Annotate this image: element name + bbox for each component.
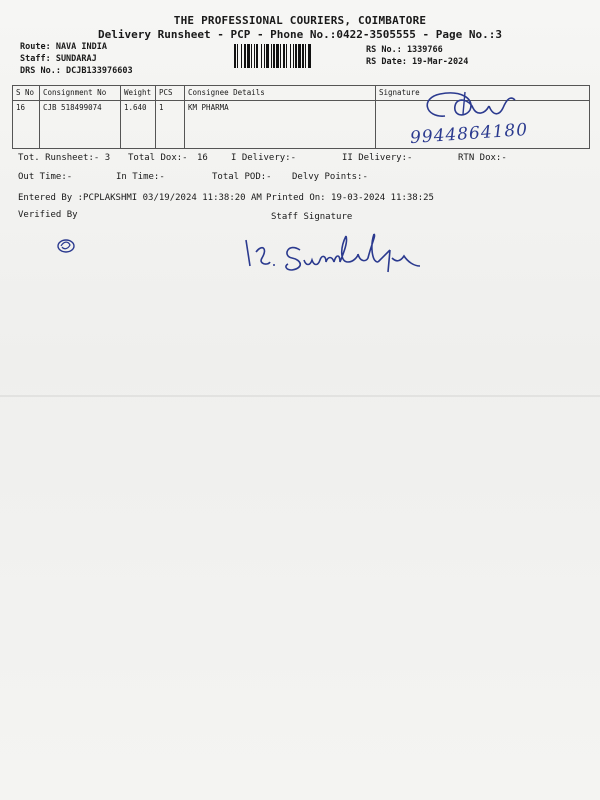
delvy-points: Delvy Points:- — [292, 172, 368, 182]
total-pod: Total POD:- — [212, 172, 272, 182]
rs-number: RS No.: 1339766 — [366, 45, 443, 55]
total-dox-label: Total Dox:- — [128, 153, 188, 163]
cell-sno: 16 — [13, 101, 40, 149]
page-fold — [0, 395, 600, 397]
col-header-consignee: Consignee Details — [185, 86, 376, 101]
cell-consignee: KM PHARMA — [185, 101, 376, 149]
barcode-bar — [311, 44, 312, 68]
in-time: In Time:- — [116, 172, 165, 182]
col-header-signature: Signature — [376, 86, 590, 101]
runsheet-subtitle: Delivery Runsheet - PCP - Phone No.:0422-3505555 - Page No.:3 — [98, 28, 502, 41]
barcode — [234, 44, 356, 68]
route-label: Route: NAVA INDIA — [20, 42, 107, 52]
total-dox-value: 16 — [197, 153, 208, 163]
company-title: THE PROFESSIONAL COURIERS, COIMBATORE — [173, 14, 427, 27]
col-header-weight: Weight — [121, 86, 156, 101]
rtn-dox: RTN Dox:- — [458, 153, 507, 163]
col-header-consignment: Consignment No — [40, 86, 121, 101]
cell-pcs: 1 — [156, 101, 185, 149]
verified-by-label: Verified By — [18, 210, 78, 220]
out-time: Out Time:- — [18, 172, 73, 182]
drs-number: DRS No.: DCJB133976603 — [20, 66, 133, 76]
handwritten-phone: 9944864180 — [409, 119, 529, 149]
cell-weight: 1.640 — [121, 101, 156, 149]
staff-signature — [240, 232, 440, 276]
cell-consignment: CJB 518499074 — [40, 101, 121, 149]
printed-on: Printed On: 19-03-2024 11:38:25 — [266, 193, 434, 203]
verifier-initial-mark — [55, 237, 77, 255]
ii-delivery: II Delivery:- — [342, 153, 413, 163]
staff-signature-label: Staff Signature — [271, 212, 353, 222]
col-header-pcs: PCS — [156, 86, 185, 101]
tot-runsheet: Tot. Runsheet:- 3 — [18, 153, 111, 163]
entered-by: Entered By :PCPLAKSHMI 03/19/2024 11:38:20 AM — [18, 193, 262, 203]
rs-date: RS Date: 19-Mar-2024 — [366, 57, 469, 67]
col-header-sno: S No — [13, 86, 40, 101]
i-delivery: I Delivery:- — [231, 153, 297, 163]
staff-label: Staff: SUNDARAJ — [20, 54, 97, 64]
